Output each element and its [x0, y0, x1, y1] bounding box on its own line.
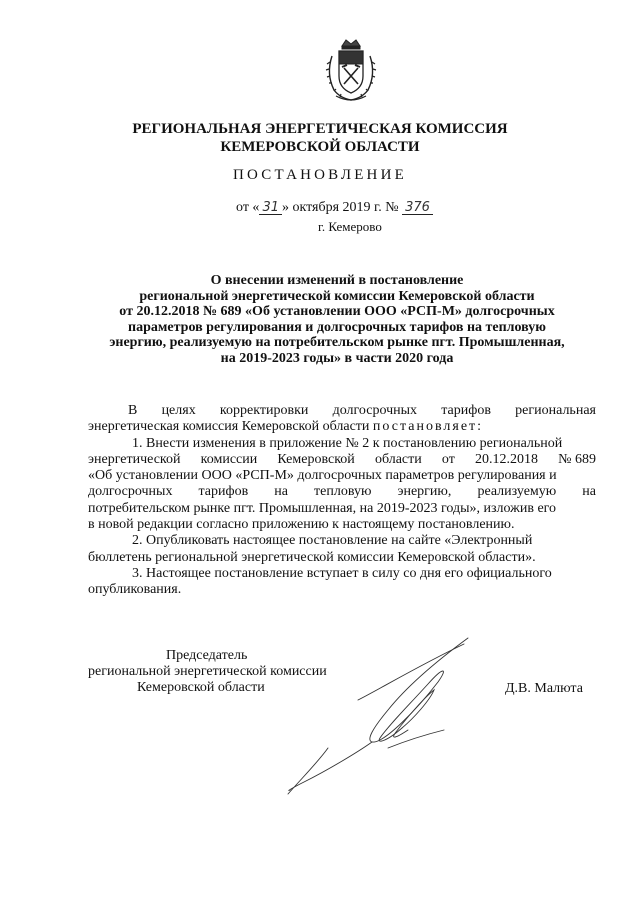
signatory-title-line1: Председатель [166, 648, 248, 663]
subject-line: параметров регулирования и долгосрочных тарифов на тепловую [128, 319, 546, 335]
word: 20.12.2018 [474, 451, 538, 467]
word: на [582, 484, 596, 500]
coat-of-arms-icon [322, 36, 380, 104]
item-3-line: опубликования. [88, 582, 182, 598]
resolution-verb: постановляет: [372, 419, 484, 435]
signatory-title-line2: региональной энергетической комиссии [88, 664, 327, 679]
word: энергию, [397, 484, 452, 500]
document-date-line [236, 200, 433, 216]
item-3-line: 3. Настоящее постановление вступает в силу со дня его официального [132, 565, 552, 581]
item-1-line [88, 452, 596, 468]
subject-line: региональной энергетической комиссии Кемеровской области [139, 288, 535, 304]
document-type: ПОСТАНОВЛЕНИЕ [233, 167, 407, 183]
word: энергетической [88, 451, 181, 467]
word: реализуемую [477, 484, 557, 500]
city-name: г. Кемерово [318, 219, 382, 234]
document-body [88, 403, 596, 599]
item-1-line: «Об установлении ООО «РСП-М» долгосрочных параметров регулирования и [88, 468, 557, 484]
date-prefix: от « [236, 200, 260, 215]
word: на [274, 484, 288, 500]
handwritten-signature [268, 630, 488, 800]
subject-line: на 2019-2023 годы» в части 2020 года [220, 350, 454, 366]
organization-name-line2: КЕМЕРОВСКОЙ ОБЛАСТИ [220, 139, 420, 155]
word: тарифов [441, 403, 491, 418]
signatory-name: Д.В. Малюта [505, 681, 583, 696]
word: В [128, 403, 138, 418]
subject-line: от 20.12.2018 № 689 «Об установлении ООО «РСП-М» долгосрочных [119, 304, 555, 320]
word: от [441, 451, 455, 467]
word: Кемеровской [277, 451, 355, 467]
word: целях [161, 403, 196, 418]
subject-line: энергию, реализуемую на потребительском рынке пгт. Промышленная, [109, 335, 565, 351]
item-1-line [88, 484, 596, 500]
word: тепловую [314, 484, 372, 500]
word: долгосрочных [332, 403, 418, 418]
body-text: энергетическая комиссия Кемеровской области [88, 419, 373, 435]
word: тарифов [198, 484, 249, 500]
signatory-title-line3: Кемеровской области [137, 680, 265, 695]
item-2-line: 2. Опубликовать настоящее постановление на сайте «Электронный [132, 533, 533, 549]
item-1-line: 1. Внести изменения в приложение № 2 к постановлению региональной [132, 435, 563, 451]
word: области [374, 451, 422, 467]
word: региональная [515, 403, 596, 418]
word: комиссии [200, 451, 258, 467]
date-suffix: » октября 2019 г. № [281, 200, 399, 215]
item-1-line: в новой редакции согласно приложению к настоящему постановлению. [88, 517, 515, 533]
document-number-handwritten: 376 [402, 201, 433, 215]
word: долгосрочных [88, 484, 173, 500]
subject-line: О внесении изменений в постановление [210, 273, 464, 288]
body-line [88, 403, 596, 419]
word: № 689 [558, 451, 596, 467]
date-day-handwritten: 31 [259, 201, 282, 215]
word: корректировки [219, 403, 309, 418]
body-line [88, 419, 596, 435]
document-subject [80, 273, 594, 367]
item-1-line: потребительском рынке пгт. Промышленная, на 2019-2023 годы», изложив его [88, 500, 557, 516]
item-2-line: бюллетень региональной энергетической комиссии Кемеровской области». [88, 549, 536, 565]
organization-name-line1: РЕГИОНАЛЬНАЯ ЭНЕРГЕТИЧЕСКАЯ КОМИССИЯ [132, 121, 508, 137]
